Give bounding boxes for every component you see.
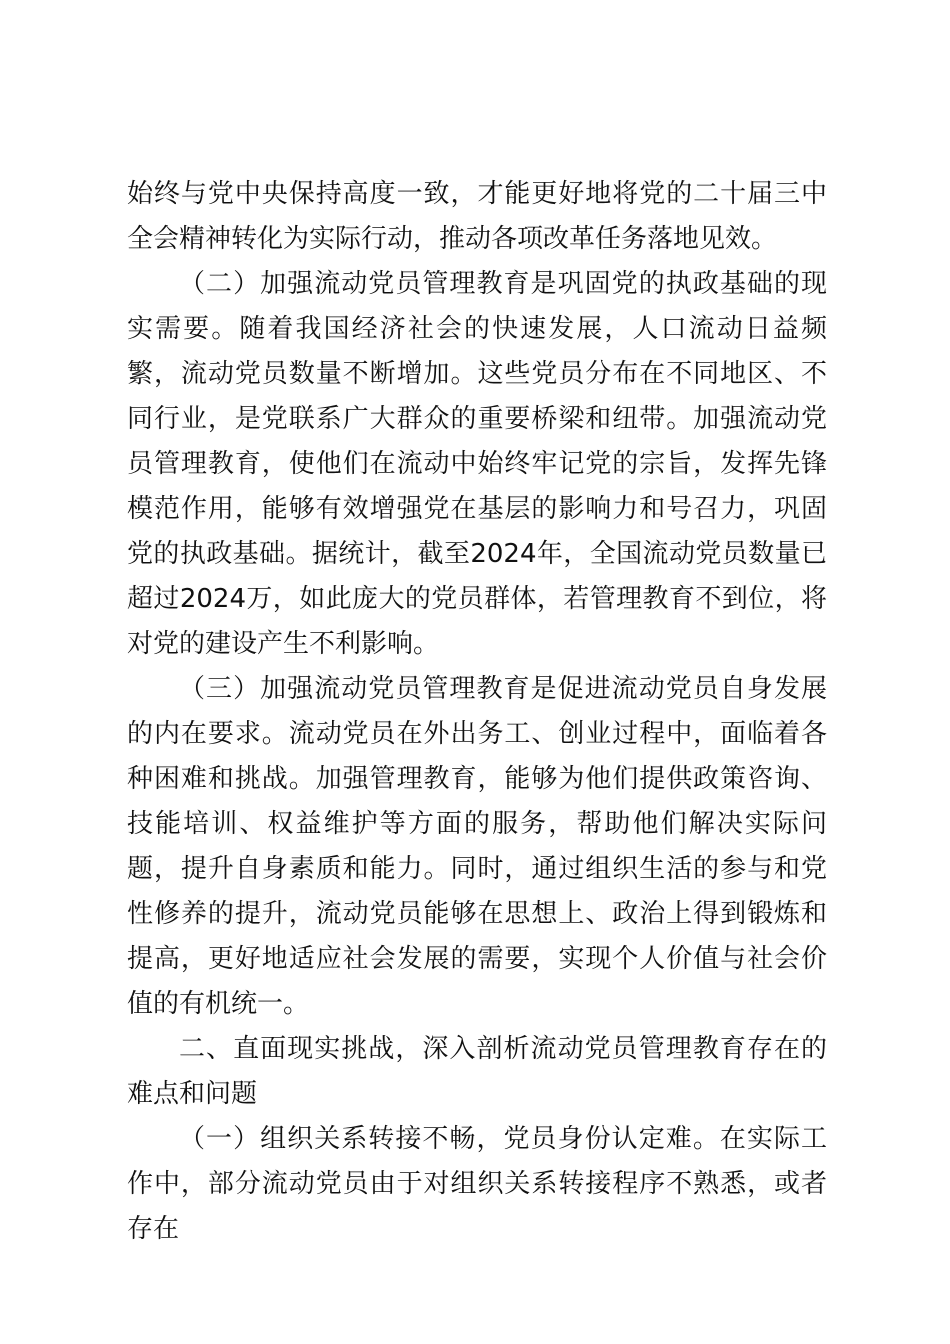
paragraph-section-three: （三）加强流动党员管理教育是促进流动党员自身发展的内在要求。流动党员在外出务工、创业过程中，面临着各种困难和挑战。加强管理教育，能够为他们提供政策咨询、技能培训、权益维护等方面的服务，帮助他们解决实际问题，提升自身素质和能力。同时，通过组织生活的参与和党性修养的提升，流动党员能够在思想上、政治上得到锻炼和提高，更好地适应社会发展的需要，实现个人价值与社会价值的有机统一。 (127, 674, 827, 1019)
paragraph-section-one: （一）组织关系转接不畅，党员身份认定难。在实际工作中，部分流动党员由于对组织关系转接程序不熟悉，或者存在 (127, 1124, 827, 1244)
paragraph-continuation: 始终与党中央保持高度一致，才能更好地将党的二十届三中全会精神转化为实际行动，推动各项改革任务落地见效。 (127, 179, 827, 254)
paragraph-section-two: （二）加强流动党员管理教育是巩固党的执政基础的现实需要。随着我国经济社会的快速发展，人口流动日益频繁，流动党员数量不断增加。这些党员分布在不同地区、不同行业，是党联系广大群众的重要桥梁和纽带。加强流动党员管理教育，使他们在流动中始终牢记党的宗旨，发挥先锋模范作用，能够有效增强党在基层的影响力和号召力，巩固党的执政基础。据统计，截至2024年，全国流动党员数量已超过2024万，如此庞大的党员群体，若管理教育不到位，将对党的建设产生不利影响。 (127, 269, 827, 659)
heading-part-two: 二、直面现实挑战，深入剖析流动党员管理教育存在的难点和问题 (127, 1034, 827, 1109)
document-body (127, 172, 827, 1252)
